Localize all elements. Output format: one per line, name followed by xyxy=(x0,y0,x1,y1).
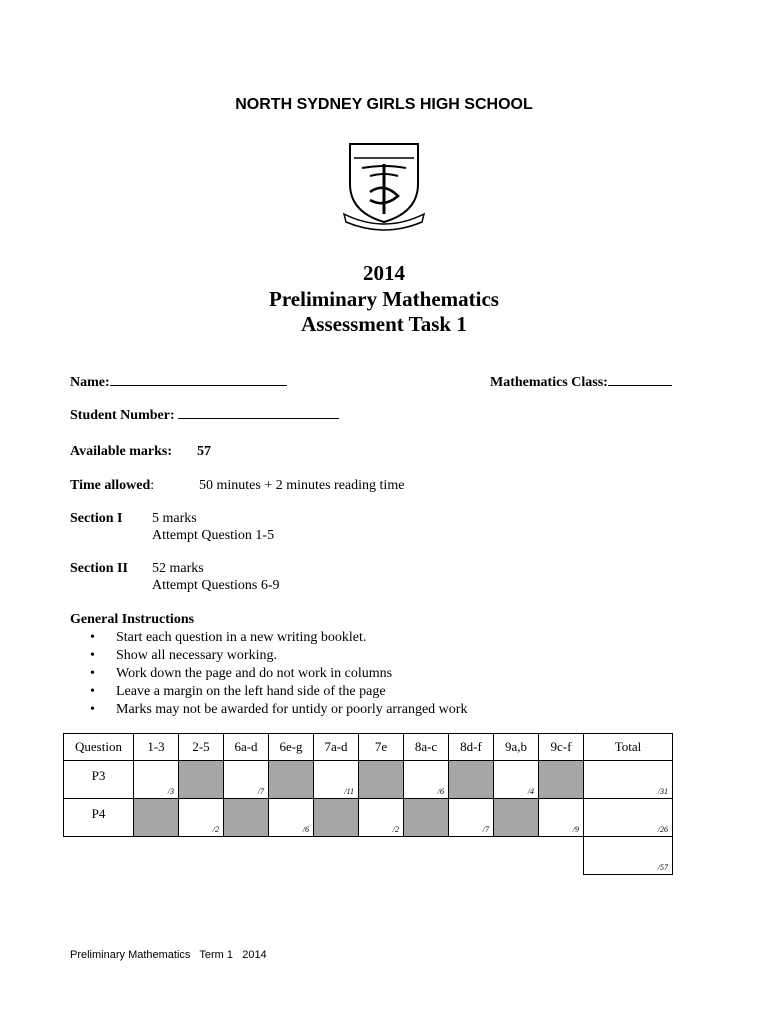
mark-max: /2 xyxy=(392,825,399,834)
shaded-cell xyxy=(269,761,314,799)
mark-max: /4 xyxy=(527,787,534,796)
section-2-attempt: Attempt Questions 6-9 xyxy=(152,578,280,593)
header-cell: 9c-f xyxy=(539,734,584,761)
row-label-text: P4 xyxy=(91,806,106,821)
student-number-blank[interactable] xyxy=(178,406,339,419)
time-allowed-label: Time allowed xyxy=(70,478,151,493)
header-question: Question xyxy=(64,734,134,761)
header-cell: 8d-f xyxy=(449,734,494,761)
shaded-cell xyxy=(539,761,584,799)
class-label: Mathematics Class xyxy=(490,375,604,390)
mark-max: /11 xyxy=(344,787,354,796)
name-field[interactable]: Name: xyxy=(70,373,287,391)
instructions-heading: General Instructions xyxy=(70,612,195,627)
student-number-label: Student Number: xyxy=(70,408,175,423)
marks-table-header-row xyxy=(64,734,673,761)
mark-cell[interactable] xyxy=(449,799,494,837)
total-cell[interactable] xyxy=(584,761,673,799)
header-cell: 8a-c xyxy=(404,734,449,761)
section-2-marks: 52 marks xyxy=(152,561,204,576)
mark-max: /2 xyxy=(212,825,219,834)
shaded-cell xyxy=(314,799,359,837)
shaded-cell xyxy=(134,799,179,837)
page-footer xyxy=(70,949,267,961)
header-cell: 6a-d xyxy=(224,734,269,761)
general-instructions xyxy=(70,611,467,719)
footer-term: Term 1 xyxy=(199,949,234,961)
instruction-item: • Start each question in a new writing booklet. xyxy=(70,629,467,647)
time-allowed-value: 50 minutes + 2 minutes reading time xyxy=(199,478,405,493)
mark-cell[interactable] xyxy=(359,799,404,837)
school-crest-logo xyxy=(340,134,428,234)
grand-total-max: /57 xyxy=(657,863,668,872)
document-year: 2014 xyxy=(363,261,405,285)
footer-year: 2014 xyxy=(242,949,267,961)
document-task: Assessment Task 1 xyxy=(301,312,467,336)
grand-total-row xyxy=(64,837,673,875)
footer-course: Preliminary Mathematics xyxy=(70,949,191,961)
mark-max: /9 xyxy=(572,825,579,834)
time-allowed-row: Time allowed: xyxy=(70,478,155,493)
mark-max: /6 xyxy=(302,825,309,834)
instructions-list xyxy=(70,629,467,719)
instruction-item: • Show all necessary working. xyxy=(70,647,467,665)
mark-cell[interactable] xyxy=(494,761,539,799)
mark-cell[interactable] xyxy=(539,799,584,837)
section-1-marks: 5 marks xyxy=(152,511,197,526)
header-cell: 9a,b xyxy=(494,734,539,761)
total-cell[interactable] xyxy=(584,799,673,837)
row-label-p4 xyxy=(64,799,134,837)
available-marks-value: 57 xyxy=(197,444,211,459)
header-cell: 1-3 xyxy=(134,734,179,761)
mark-max: /3 xyxy=(167,787,174,796)
shaded-cell xyxy=(404,799,449,837)
mark-cell[interactable] xyxy=(224,761,269,799)
shaded-cell xyxy=(359,761,404,799)
available-marks-label: Available marks: xyxy=(70,444,173,459)
mark-cell[interactable] xyxy=(179,799,224,837)
mark-cell[interactable] xyxy=(269,799,314,837)
header-cell: 2-5 xyxy=(179,734,224,761)
table-row xyxy=(64,799,673,837)
instruction-item: • Work down the page and do not work in columns xyxy=(70,665,467,683)
header-cell: 7a-d xyxy=(314,734,359,761)
instruction-item: • Leave a margin on the left hand side of the page xyxy=(70,683,467,701)
name-label: Name xyxy=(70,375,105,390)
header-cell: 6e-g xyxy=(269,734,314,761)
school-name: NORTH SYDNEY GIRLS HIGH SCHOOL xyxy=(235,96,533,113)
student-number-field[interactable] xyxy=(70,406,339,424)
section-1-label: Section I xyxy=(70,511,123,526)
table-row xyxy=(64,761,673,799)
mark-max: /26 xyxy=(657,825,668,834)
mark-max: /7 xyxy=(257,787,264,796)
mark-max: /31 xyxy=(657,787,668,796)
mark-cell[interactable] xyxy=(134,761,179,799)
marks-table xyxy=(63,733,673,875)
header-cell: 7e xyxy=(359,734,404,761)
mark-max: /7 xyxy=(482,825,489,834)
instruction-item: • Marks may not be awarded for untidy or poorly arranged work xyxy=(70,701,467,719)
grand-total-cell[interactable] xyxy=(584,837,673,875)
row-label-text: P3 xyxy=(91,768,106,783)
mark-max: /6 xyxy=(437,787,444,796)
class-field[interactable]: Mathematics Class: xyxy=(490,373,672,391)
section-2-label: Section II xyxy=(70,561,128,576)
name-blank[interactable] xyxy=(110,373,287,386)
class-blank[interactable] xyxy=(608,373,672,386)
row-label-p3 xyxy=(64,761,134,799)
shaded-cell xyxy=(224,799,269,837)
shaded-cell xyxy=(494,799,539,837)
header-total: Total xyxy=(584,734,673,761)
shaded-cell xyxy=(449,761,494,799)
shaded-cell xyxy=(179,761,224,799)
document-course: Preliminary Mathematics xyxy=(269,287,499,311)
section-1-attempt: Attempt Question 1-5 xyxy=(152,528,275,543)
mark-cell[interactable] xyxy=(404,761,449,799)
mark-cell[interactable] xyxy=(314,761,359,799)
